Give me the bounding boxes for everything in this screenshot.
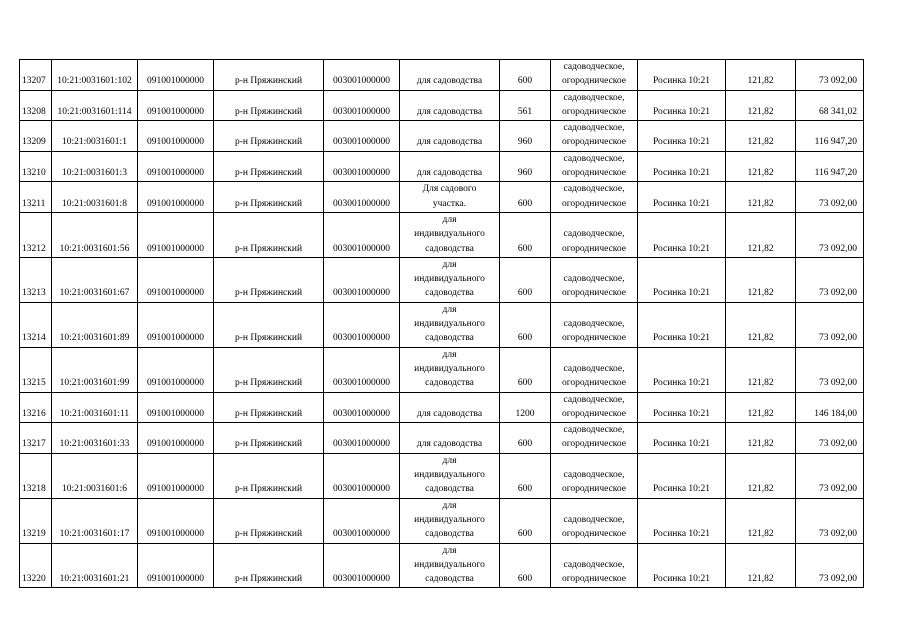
location-cell: Росинка 10:21 — [638, 151, 726, 182]
area-cell: 600 — [500, 347, 551, 392]
table-row — [20, 60, 864, 91]
permitted-use-line: для — [442, 545, 457, 556]
area-cell: 600 — [500, 543, 551, 588]
permitted-use-cell — [400, 453, 500, 498]
area-cell: 561 — [500, 90, 551, 121]
row-number-cell: 13214 — [20, 302, 52, 347]
oktmo-code-cell: 003001000000 — [324, 453, 400, 498]
oktmo-code-cell: 003001000000 — [324, 212, 400, 257]
land-category-cell — [551, 453, 638, 498]
land-category-cell — [551, 498, 638, 543]
cadastral-value-cell: 73 092,00 — [796, 60, 864, 91]
cadastral-number-cell: 10:21:0031601:99 — [52, 347, 138, 392]
okato-code-cell: 091001000000 — [138, 543, 214, 588]
row-number-cell: 13216 — [20, 392, 52, 423]
location-cell: Росинка 10:21 — [638, 212, 726, 257]
land-category-cell — [551, 121, 638, 152]
oktmo-code-cell: 003001000000 — [324, 90, 400, 121]
land-category-line: огородническое — [561, 529, 627, 540]
permitted-use-cell — [400, 347, 500, 392]
okato-code-cell: 091001000000 — [138, 498, 214, 543]
location-cell: Росинка 10:21 — [638, 302, 726, 347]
permitted-use-line: садоводства — [425, 378, 474, 389]
specific-value-cell: 121,82 — [726, 90, 796, 121]
cadastral-value-cell: 116 947,20 — [796, 121, 864, 152]
land-category-cell — [551, 543, 638, 588]
permitted-use-line: для — [442, 304, 457, 315]
cadastral-value-cell: 73 092,00 — [796, 453, 864, 498]
permitted-use-cell — [400, 392, 500, 423]
oktmo-code-cell: 003001000000 — [324, 347, 400, 392]
specific-value-cell: 121,82 — [726, 182, 796, 213]
table-row — [20, 498, 864, 543]
cadastral-number-cell: 10:21:0031601:114 — [52, 90, 138, 121]
land-category-line: садоводческое, — [563, 394, 625, 405]
oktmo-code-cell: 003001000000 — [324, 121, 400, 152]
district-cell: р-н Пряжинский — [214, 453, 324, 498]
permitted-use-line: Для садового — [422, 184, 477, 195]
row-number-cell: 13212 — [20, 212, 52, 257]
location-cell: Росинка 10:21 — [638, 257, 726, 302]
permitted-use-line: для — [442, 214, 457, 225]
land-category-line: садоводческое, — [563, 559, 625, 570]
cadastral-number-cell: 10:21:0031601:33 — [52, 423, 138, 454]
land-category-line: огородническое — [561, 408, 627, 419]
cadastral-value-cell: 146 184,00 — [796, 392, 864, 423]
table-row — [20, 121, 864, 152]
row-number-cell: 13211 — [20, 182, 52, 213]
oktmo-code-cell: 003001000000 — [324, 498, 400, 543]
cadastral-number-cell: 10:21:0031601:89 — [52, 302, 138, 347]
oktmo-code-cell: 003001000000 — [324, 423, 400, 454]
permitted-use-line: для садоводства — [416, 106, 483, 117]
land-category-line: огородническое — [561, 243, 627, 254]
permitted-use-line: индивидуального — [414, 274, 485, 285]
district-cell: р-н Пряжинский — [214, 60, 324, 91]
land-category-cell — [551, 257, 638, 302]
district-cell: р-н Пряжинский — [214, 257, 324, 302]
area-cell: 600 — [500, 182, 551, 213]
okato-code-cell: 091001000000 — [138, 453, 214, 498]
land-category-line: огородническое — [561, 168, 627, 179]
district-cell: р-н Пряжинский — [214, 423, 324, 454]
land-category-cell — [551, 151, 638, 182]
area-cell: 600 — [500, 498, 551, 543]
location-cell: Росинка 10:21 — [638, 347, 726, 392]
permitted-use-line: участка. — [432, 198, 467, 209]
cadastral-value-cell: 73 092,00 — [796, 182, 864, 213]
land-category-line: садоводческое, — [563, 123, 625, 134]
permitted-use-line: для — [442, 349, 457, 360]
district-cell: р-н Пряжинский — [214, 90, 324, 121]
specific-value-cell: 121,82 — [726, 212, 796, 257]
district-cell: р-н Пряжинский — [214, 347, 324, 392]
permitted-use-line: для садоводства — [416, 76, 483, 87]
land-category-cell — [551, 423, 638, 454]
okato-code-cell: 091001000000 — [138, 151, 214, 182]
okato-code-cell: 091001000000 — [138, 121, 214, 152]
specific-value-cell: 121,82 — [726, 257, 796, 302]
cadastral-number-cell: 10:21:0031601:11 — [52, 392, 138, 423]
land-category-line: огородническое — [561, 106, 627, 117]
district-cell: р-н Пряжинский — [214, 392, 324, 423]
permitted-use-cell — [400, 182, 500, 213]
area-cell: 960 — [500, 151, 551, 182]
specific-value-cell: 121,82 — [726, 121, 796, 152]
row-number-cell: 13208 — [20, 90, 52, 121]
area-cell: 600 — [500, 453, 551, 498]
land-registry-sheet — [19, 59, 864, 588]
permitted-use-line: для — [442, 500, 457, 511]
land-category-cell — [551, 182, 638, 213]
area-cell: 1200 — [500, 392, 551, 423]
location-cell: Росинка 10:21 — [638, 90, 726, 121]
district-cell: р-н Пряжинский — [214, 212, 324, 257]
permitted-use-line: индивидуального — [414, 229, 485, 240]
okato-code-cell: 091001000000 — [138, 423, 214, 454]
location-cell: Росинка 10:21 — [638, 543, 726, 588]
okato-code-cell: 091001000000 — [138, 182, 214, 213]
okato-code-cell: 091001000000 — [138, 212, 214, 257]
permitted-use-cell — [400, 423, 500, 454]
permitted-use-line: индивидуального — [414, 470, 485, 481]
permitted-use-cell — [400, 151, 500, 182]
permitted-use-cell — [400, 257, 500, 302]
land-category-line: огородническое — [561, 137, 627, 148]
row-number-cell: 13209 — [20, 121, 52, 152]
land-category-line: садоводческое, — [563, 274, 625, 285]
table-row — [20, 90, 864, 121]
location-cell: Росинка 10:21 — [638, 60, 726, 91]
row-number-cell: 13218 — [20, 453, 52, 498]
permitted-use-cell — [400, 498, 500, 543]
table-row — [20, 423, 864, 454]
okato-code-cell: 091001000000 — [138, 90, 214, 121]
land-category-line: садоводческое, — [563, 425, 625, 436]
permitted-use-line: садоводства — [425, 529, 474, 540]
cadastral-number-cell: 10:21:0031601:21 — [52, 543, 138, 588]
cadastral-value-cell: 73 092,00 — [796, 543, 864, 588]
land-category-line: садоводческое, — [563, 62, 625, 72]
area-cell: 960 — [500, 121, 551, 152]
cadastral-value-cell: 68 341,02 — [796, 90, 864, 121]
table-row — [20, 212, 864, 257]
cadastral-value-cell: 73 092,00 — [796, 302, 864, 347]
specific-value-cell: 121,82 — [726, 151, 796, 182]
permitted-use-line: для садоводства — [416, 439, 483, 450]
cadastral-number-cell: 10:21:0031601:56 — [52, 212, 138, 257]
cadastral-value-cell: 73 092,00 — [796, 347, 864, 392]
cadastral-number-cell: 10:21:0031601:3 — [52, 151, 138, 182]
cadastral-value-cell: 73 092,00 — [796, 212, 864, 257]
row-number-cell: 13210 — [20, 151, 52, 182]
permitted-use-line: для садоводства — [416, 168, 483, 179]
district-cell: р-н Пряжинский — [214, 121, 324, 152]
location-cell: Росинка 10:21 — [638, 182, 726, 213]
cadastral-number-cell: 10:21:0031601:8 — [52, 182, 138, 213]
oktmo-code-cell: 003001000000 — [324, 151, 400, 182]
land-category-cell — [551, 60, 638, 91]
table-body — [20, 60, 864, 588]
table-row — [20, 347, 864, 392]
permitted-use-cell — [400, 212, 500, 257]
district-cell: р-н Пряжинский — [214, 543, 324, 588]
cadastral-number-cell: 10:21:0031601:67 — [52, 257, 138, 302]
specific-value-cell: 121,82 — [726, 347, 796, 392]
permitted-use-line: индивидуального — [414, 559, 485, 570]
cadastral-number-cell: 10:21:0031601:6 — [52, 453, 138, 498]
permitted-use-line: для садоводства — [416, 408, 483, 419]
specific-value-cell: 121,82 — [726, 423, 796, 454]
permitted-use-cell — [400, 543, 500, 588]
area-cell: 600 — [500, 212, 551, 257]
cadastral-value-cell: 116 947,20 — [796, 151, 864, 182]
table-row — [20, 257, 864, 302]
oktmo-code-cell: 003001000000 — [324, 60, 400, 91]
okato-code-cell: 091001000000 — [138, 347, 214, 392]
land-category-line: садоводческое, — [563, 514, 625, 525]
cadastral-number-cell: 10:21:0031601:17 — [52, 498, 138, 543]
row-number-cell: 13215 — [20, 347, 52, 392]
land-category-line: садоводческое, — [563, 229, 625, 240]
permitted-use-line: садоводства — [425, 243, 474, 254]
table-row — [20, 543, 864, 588]
land-category-line: садоводческое, — [563, 363, 625, 374]
land-category-line: огородническое — [561, 574, 627, 585]
table-row — [20, 182, 864, 213]
oktmo-code-cell: 003001000000 — [324, 543, 400, 588]
cadastral-value-cell: 73 092,00 — [796, 498, 864, 543]
permitted-use-line: для — [442, 259, 457, 270]
oktmo-code-cell: 003001000000 — [324, 392, 400, 423]
specific-value-cell: 121,82 — [726, 453, 796, 498]
table-row — [20, 151, 864, 182]
land-category-line: огородническое — [561, 288, 627, 299]
land-category-cell — [551, 347, 638, 392]
row-number-cell: 13207 — [20, 60, 52, 91]
table-row — [20, 453, 864, 498]
cadastral-number-cell: 10:21:0031601:1 — [52, 121, 138, 152]
row-number-cell: 13213 — [20, 257, 52, 302]
land-category-line: садоводческое, — [563, 184, 625, 195]
district-cell: р-н Пряжинский — [214, 302, 324, 347]
permitted-use-line: садоводства — [425, 484, 474, 495]
district-cell: р-н Пряжинский — [214, 498, 324, 543]
okato-code-cell: 091001000000 — [138, 392, 214, 423]
permitted-use-line: для садоводства — [416, 137, 483, 148]
permitted-use-line: индивидуального — [414, 319, 485, 330]
specific-value-cell: 121,82 — [726, 302, 796, 347]
area-cell: 600 — [500, 302, 551, 347]
area-cell: 600 — [500, 60, 551, 91]
specific-value-cell: 121,82 — [726, 543, 796, 588]
land-category-cell — [551, 302, 638, 347]
land-plots-table — [19, 59, 864, 588]
land-category-line: садоводческое, — [563, 92, 625, 103]
district-cell: р-н Пряжинский — [214, 151, 324, 182]
row-number-cell: 13220 — [20, 543, 52, 588]
land-category-line: садоводческое, — [563, 319, 625, 330]
permitted-use-cell — [400, 121, 500, 152]
row-number-cell: 13219 — [20, 498, 52, 543]
location-cell: Росинка 10:21 — [638, 423, 726, 454]
permitted-use-line: индивидуального — [414, 514, 485, 525]
table-row — [20, 392, 864, 423]
land-category-line: садоводческое, — [563, 470, 625, 481]
permitted-use-line: индивидуального — [414, 363, 485, 374]
specific-value-cell: 121,82 — [726, 60, 796, 91]
okato-code-cell: 091001000000 — [138, 302, 214, 347]
permitted-use-line: для — [442, 455, 457, 466]
cadastral-value-cell: 73 092,00 — [796, 257, 864, 302]
permitted-use-line: садоводства — [425, 574, 474, 585]
row-number-cell: 13217 — [20, 423, 52, 454]
permitted-use-cell — [400, 90, 500, 121]
permitted-use-cell — [400, 60, 500, 91]
land-category-line: огородническое — [561, 76, 627, 87]
cadastral-value-cell: 73 092,00 — [796, 423, 864, 454]
okato-code-cell: 091001000000 — [138, 257, 214, 302]
land-category-cell — [551, 392, 638, 423]
permitted-use-cell — [400, 302, 500, 347]
land-category-line: огородническое — [561, 378, 627, 389]
area-cell: 600 — [500, 423, 551, 454]
land-category-cell — [551, 90, 638, 121]
location-cell: Росинка 10:21 — [638, 498, 726, 543]
location-cell: Росинка 10:21 — [638, 121, 726, 152]
oktmo-code-cell: 003001000000 — [324, 257, 400, 302]
oktmo-code-cell: 003001000000 — [324, 302, 400, 347]
oktmo-code-cell: 003001000000 — [324, 182, 400, 213]
location-cell: Росинка 10:21 — [638, 453, 726, 498]
location-cell: Росинка 10:21 — [638, 392, 726, 423]
okato-code-cell: 091001000000 — [138, 60, 214, 91]
land-category-line: садоводческое, — [563, 153, 625, 164]
district-cell: р-н Пряжинский — [214, 182, 324, 213]
cadastral-number-cell: 10:21:0031601:102 — [52, 60, 138, 91]
area-cell: 600 — [500, 257, 551, 302]
land-category-line: огородническое — [561, 333, 627, 344]
specific-value-cell: 121,82 — [726, 498, 796, 543]
permitted-use-line: садоводства — [425, 288, 474, 299]
land-category-line: огородническое — [561, 198, 627, 209]
specific-value-cell: 121,82 — [726, 392, 796, 423]
land-category-line: огородническое — [561, 439, 627, 450]
land-category-cell — [551, 212, 638, 257]
permitted-use-line: садоводства — [425, 333, 474, 344]
table-row — [20, 302, 864, 347]
land-category-line: огородническое — [561, 484, 627, 495]
